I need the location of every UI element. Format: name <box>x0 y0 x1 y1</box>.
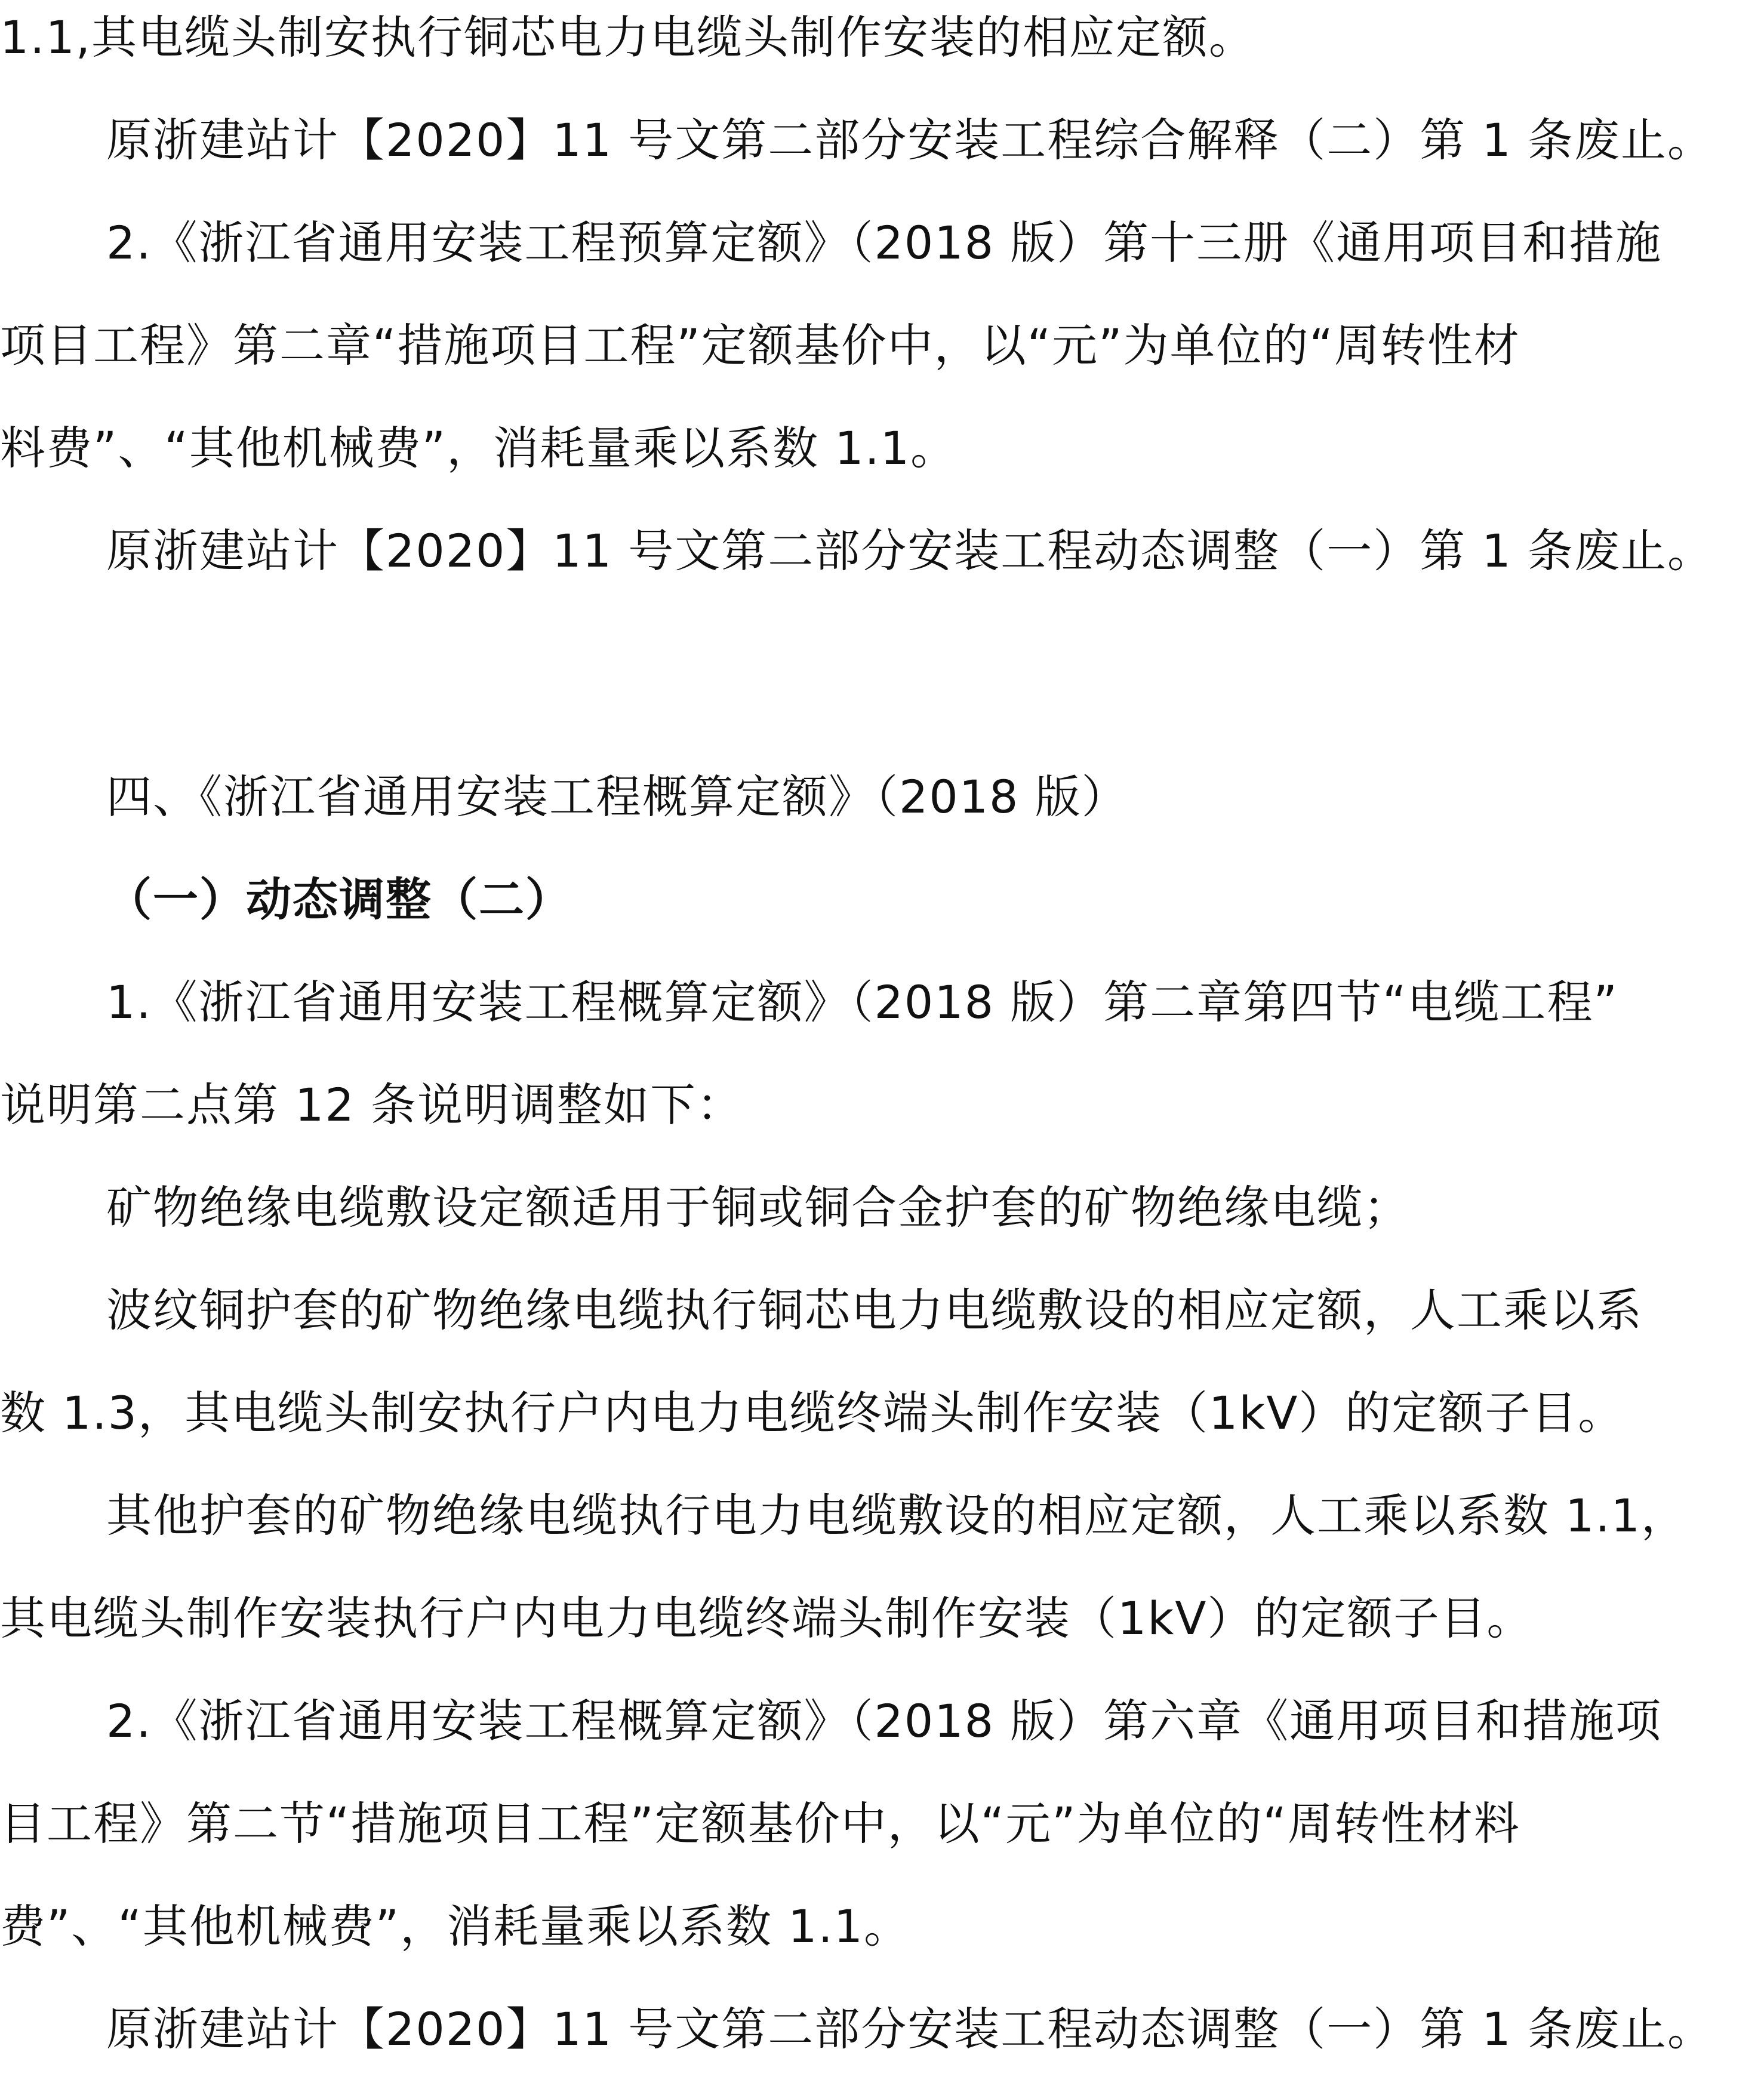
section-heading: 四、《浙江省通用安装工程概算定额》（2018 版） <box>106 770 1128 823</box>
paragraph-line: 原浙建站计【2020】11 号文第二部分安装工程综合解释（二）第 1 条废止。 <box>106 113 1714 167</box>
paragraph-line: 说明第二点第 12 条说明调整如下： <box>0 1078 744 1131</box>
paragraph-line: 1.《浙江省通用安装工程概算定额》（2018 版）第二章第四节“电缆工程” <box>106 976 1618 1029</box>
paragraph-line: 2.《浙江省通用安装工程概算定额》（2018 版）第六章《通用项目和措施项 <box>106 1694 1663 1748</box>
paragraph-line: 原浙建站计【2020】11 号文第二部分安装工程动态调整（一）第 1 条废止。 <box>106 524 1714 577</box>
paragraph-line: 2.《浙江省通用安装工程预算定额》（2018 版）第十三册《通用项目和措施 <box>106 216 1663 269</box>
paragraph-line: 其他护套的矿物绝缘电缆执行电力电缆敷设的相应定额，人工乘以系数 1.1， <box>106 1489 1688 1542</box>
paragraph-line: 波纹铜护套的矿物绝缘电缆执行铜芯电力电缆敷设的相应定额，人工乘以系 <box>106 1284 1643 1337</box>
paragraph-line: 矿物绝缘电缆敷设定额适用于铜或铜合金护套的矿物绝缘电缆； <box>106 1181 1410 1234</box>
paragraph-line: 数 1.3，其电缆头制安执行户内电力电缆终端头制作安装（1kV）的定额子目。 <box>0 1386 1625 1439</box>
paragraph-line: 1.1,其电缆头制安执行铜芯电力电缆头制作安装的相应定额。 <box>0 11 1256 64</box>
subsection-heading: （一）动态调整（二） <box>106 873 572 926</box>
paragraph-line: 其电缆头制作安装执行户内电力电缆终端头制作安装（1kV）的定额子目。 <box>0 1592 1534 1645</box>
paragraph-line: 原浙建站计【2020】11 号文第二部分安装工程动态调整（一）第 1 条废止。 <box>106 2002 1714 2056</box>
paragraph-line: 费”、“其他机械费”，消耗量乘以系数 1.1。 <box>0 1900 911 1953</box>
paragraph-line: 目工程》第二节“措施项目工程”定额基价中，以“元”为单位的“周转性材料 <box>0 1797 1520 1850</box>
paragraph-line: 项目工程》第二章“措施项目工程”定额基价中，以“元”为单位的“周转性材 <box>0 319 1520 372</box>
paragraph-line: 料费”、“其他机械费”，消耗量乘以系数 1.1。 <box>0 422 958 475</box>
